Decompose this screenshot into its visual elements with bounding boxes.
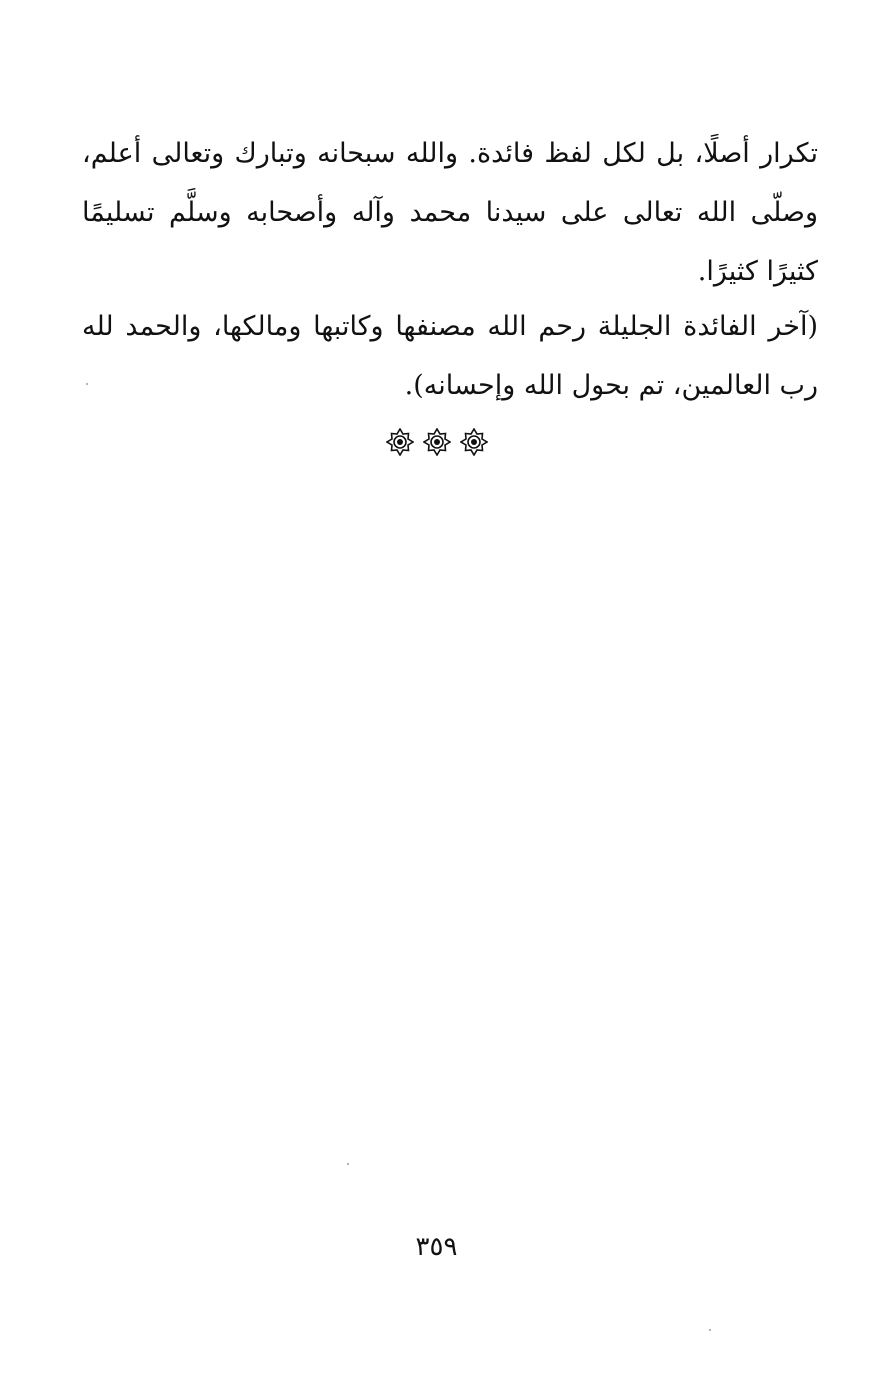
text-paragraph-1 [82,124,818,301]
scan-speck [709,1329,711,1331]
page-number: ٣٥٩ [415,1232,458,1262]
scan-speck [347,1163,349,1165]
paragraph-text: (آخر الفائدة الجليلة رحم الله مصنفها وكاتبها ومالكها، والحمد لله رب العالمين، تم بحول الله وإحسانه). [82,311,818,401]
paragraph-text: تكرار أصلًا، بل لكل لفظ فائدة. والله سبحانه وتبارك وتعالى أعلم، وصلّى الله تعالى على سيدنا محمد وآله وأصحابه وسلَّم تسليمًا كثيرًا كثيرًا. [82,138,818,287]
ornament-flower-icon [423,428,451,456]
text-paragraph-2 [82,297,818,415]
section-end-ornaments [0,428,873,456]
scan-speck [86,383,88,385]
ornament-flower-icon [460,428,488,456]
ornament-flower-icon [386,428,414,456]
